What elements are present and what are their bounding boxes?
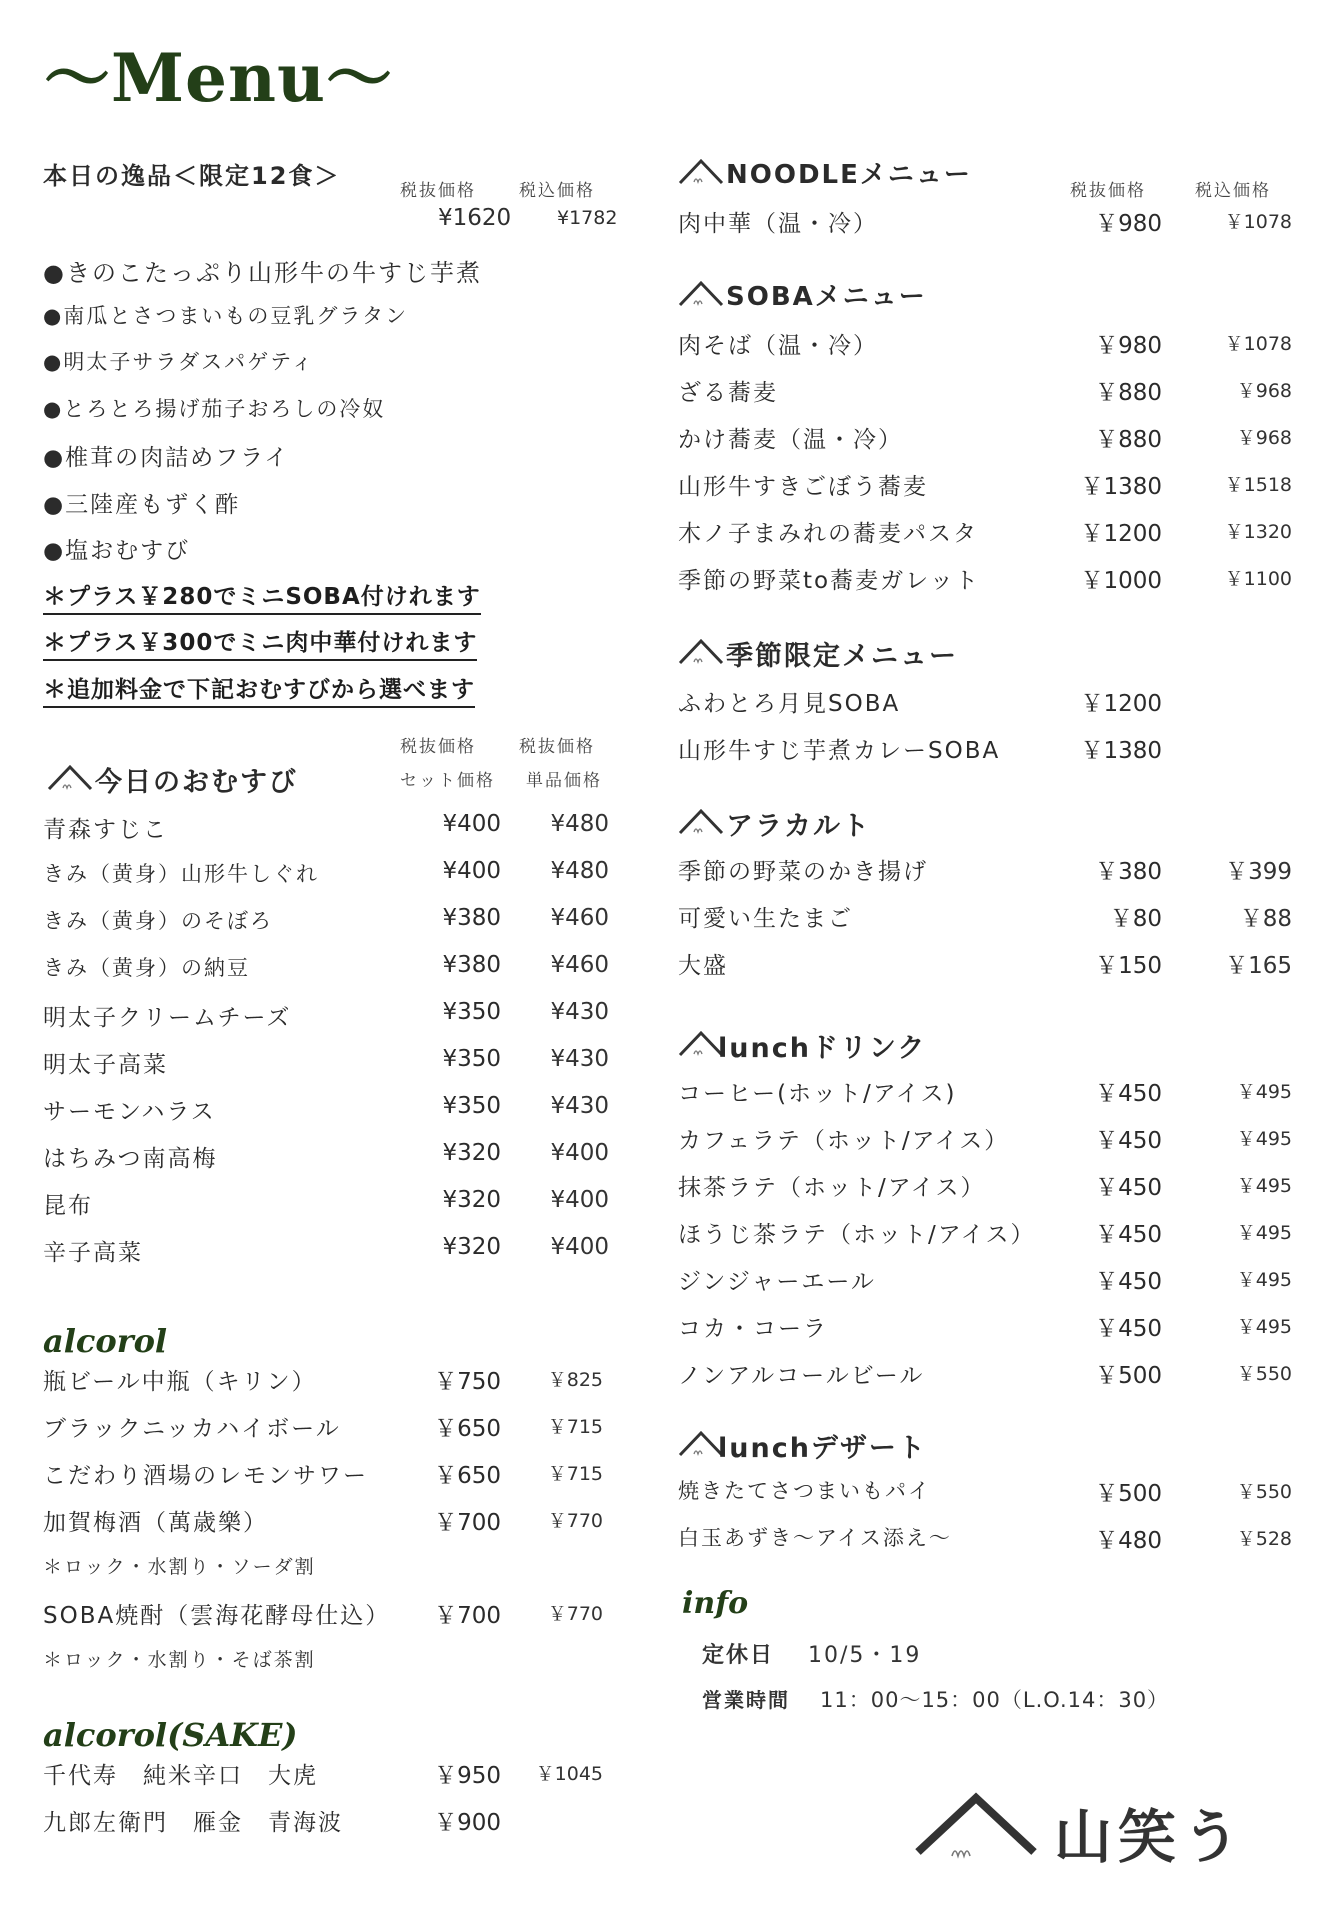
list-item [678,723,1298,770]
special-note [43,663,613,710]
noodle-title: NOODLEメニュー [726,160,972,190]
item-name: 季節の野菜のかき揚げ [678,859,928,885]
sake-list [43,1748,613,1842]
omusubi-header-top-2: 税抜価格 [519,737,595,757]
item-name: きみ（黄身）の納豆 [43,956,250,980]
list-item [678,938,1298,985]
info-title: info [682,1586,749,1621]
list-item [678,1513,1298,1560]
list-item [43,244,613,291]
item-name: ●明太子サラダスパゲティ [43,350,315,374]
list-item [43,1037,613,1084]
dessert-heading [678,1424,1078,1464]
drink-section [678,1024,1298,1389]
soba-heading [678,274,1078,314]
item-name: ふわとろ月見SOBA [678,691,901,717]
omusubi-list [43,802,613,1272]
item-name: ●きのこたっぷり山形牛の牛すじ芋煮 [43,259,482,287]
item-name: 山形牛すじ芋煮カレーSOBA [678,738,1001,764]
hours-row [702,1676,1302,1722]
list-item [678,412,1298,459]
list-item [678,459,1298,506]
alcohol-title: alcorol [43,1322,168,1360]
alcohol-note [43,1542,613,1588]
seasonal-section [678,632,1298,764]
hours-label: 営業時間 [702,1688,790,1712]
price-excluded: ￥1200 [1080,521,1162,547]
list-item [678,1301,1298,1348]
price-excluded: ￥1380 [1080,738,1162,764]
note-text: ＊プラス￥280でミニSOBA付けれます [43,578,481,615]
drink-heading [678,1024,1078,1064]
special-note [43,616,613,663]
special-item-list [43,244,613,709]
price-excluded: ￥150 [1095,953,1162,979]
mountain-icon [47,762,93,792]
hours-value: 11：00〜15：00（L.O.14：30） [820,1688,1170,1712]
item-name: ●南瓜とさつまいもの豆乳グラタン [43,303,409,328]
list-item [678,1113,1298,1160]
item-name: 明太子クリームチーズ [43,1005,292,1031]
note-text: ＊ロック・水割り・そば茶割 [43,1649,316,1671]
list-item [43,1795,613,1842]
noodle-header-included: 税込価格 [1195,181,1271,201]
price-included: ￥1100 [1224,568,1292,590]
list-item [43,1084,613,1131]
price-included: ￥550 [1236,1363,1292,1385]
price-excluded: ￥480 [1095,1528,1162,1554]
omusubi-header-bottom-1: セット価格 [400,771,495,791]
price-excluded: ￥650 [434,1463,501,1489]
sake-title: alcorol(SAKE) [43,1716,298,1754]
item-name: 抹茶ラテ（ホット/アイス） [678,1175,986,1201]
closed-days-value: 10/5・19 [808,1643,922,1668]
item-name: ブラックニッカハイボール [43,1416,341,1442]
alacarte-list [678,844,1298,985]
list-item [43,523,613,570]
price-excluded: ￥880 [1095,427,1162,453]
price-set: ¥350 [442,1046,501,1072]
soba-section [678,274,1298,594]
mountain-icon [678,636,724,666]
item-name: 瓶ビール中瓶（キリン） [43,1369,317,1395]
price-excluded: ￥500 [1095,1481,1162,1507]
item-name: 山形牛すきごぼう蕎麦 [678,474,928,500]
list-item [678,891,1298,938]
list-item [678,1207,1298,1254]
omusubi-heading [47,758,447,798]
shop-logo [912,1782,1272,1872]
page-title: 〜Menu〜 [44,39,394,117]
item-name: 焼きたてさつまいもパイ [678,1479,931,1503]
seasonal-title: 季節限定メニュー [726,641,958,672]
price-excluded: ￥450 [1095,1128,1162,1154]
alcohol-section [43,1322,613,1671]
item-name: 肉中華（温・冷） [678,211,878,237]
price-included: ￥495 [1236,1081,1292,1103]
price-included: ￥550 [1236,1481,1292,1503]
item-name: 千代寿 純米辛口 大虎 [43,1763,318,1789]
list-item [43,384,613,431]
price-excluded: ￥450 [1095,1175,1162,1201]
price-included: ￥495 [1236,1222,1292,1244]
price-included: ￥1045 [535,1763,603,1785]
item-name: 肉そば（温・冷） [678,333,878,359]
dessert-title: lunchデザート [718,1433,927,1464]
price-single: ¥460 [550,905,609,931]
item-name: きみ（黄身）のそぼろ [43,909,273,933]
item-name: 季節の野菜to蕎麦ガレット [678,568,980,594]
list-item [43,337,613,384]
price-set: ¥350 [442,1093,501,1119]
list-item [678,1254,1298,1301]
list-item [43,1748,613,1795]
note-text: ＊ロック・水割り・ソーダ割 [43,1556,316,1578]
list-item [678,506,1298,553]
info-list [702,1630,1302,1722]
logo-text: 山笑う [1054,1803,1247,1871]
price-set: ¥380 [442,952,501,978]
price-excluded: ￥500 [1095,1363,1162,1389]
item-name: コーヒー(ホット/アイス) [678,1081,957,1107]
price-excluded: ￥450 [1095,1081,1162,1107]
special-price-included: ¥1782 [557,207,618,229]
soba-title: SOBAメニュー [726,282,927,312]
mountain-icon [678,278,724,308]
mountain-icon [678,156,724,186]
noodle-list [678,196,1298,243]
sake-section [43,1716,613,1836]
alcohol-note [43,1635,613,1681]
price-set: ¥400 [442,811,501,837]
price-set: ¥350 [442,999,501,1025]
list-item [43,1588,613,1635]
price-excluded: ￥380 [1095,859,1162,885]
price-excluded: ￥980 [1095,211,1162,237]
price-included: ￥495 [1236,1128,1292,1150]
price-excluded: ￥1000 [1080,568,1162,594]
alacarte-section [678,802,1298,979]
omusubi-header-top-1: 税抜価格 [400,737,476,757]
price-included: ￥968 [1236,427,1292,449]
item-name: 白玉あずき〜アイス添え〜 [678,1526,952,1550]
price-set: ¥320 [442,1140,501,1166]
closed-days-label: 定休日 [702,1643,775,1668]
list-item [678,1466,1298,1513]
list-item [678,196,1298,243]
price-single: ¥430 [550,1093,609,1119]
price-set: ¥380 [442,905,501,931]
noodle-heading [678,152,1078,192]
drink-title: lunchドリンク [718,1033,927,1064]
price-excluded: ￥650 [434,1416,501,1442]
noodle-header-excluded: 税抜価格 [1070,181,1146,201]
alacarte-heading [678,802,1078,842]
special-note [43,570,613,617]
price-excluded: ￥700 [434,1510,501,1536]
list-item [678,844,1298,891]
list-item [43,430,613,477]
item-name: 九郎左衛門 雁金 青海波 [43,1810,343,1836]
price-included: ￥715 [547,1416,603,1438]
noodle-section [678,152,1298,237]
note-text: ＊プラス￥300でミニ肉中華付けれます [43,624,477,661]
price-included: ￥1078 [1224,333,1292,355]
item-name: SOBA焼酎（雲海花酵母仕込） [43,1603,391,1629]
price-single: ¥430 [550,999,609,1025]
closed-days-row [702,1630,1302,1676]
price-excluded: ￥1380 [1080,474,1162,500]
price-included: ￥770 [547,1510,603,1532]
list-item [43,1131,613,1178]
price-included: ￥528 [1236,1528,1292,1550]
mountain-icon [678,806,724,836]
item-name: 大盛 [678,953,728,979]
price-excluded: ￥700 [434,1603,501,1629]
price-excluded: ￥450 [1095,1316,1162,1342]
price-set: ¥320 [442,1234,501,1260]
price-excluded: ￥450 [1095,1222,1162,1248]
price-included: ￥968 [1236,380,1292,402]
special-title: 本日の逸品＜限定12食＞ [43,162,341,190]
dessert-list [678,1466,1298,1560]
price-included: ￥495 [1236,1316,1292,1338]
item-name: サーモンハラス [43,1099,216,1125]
list-item [43,943,613,990]
drink-list [678,1066,1298,1395]
list-item [43,802,613,849]
price-single: ¥480 [550,811,609,837]
item-name: ジンジャーエール [678,1269,876,1295]
list-item [43,291,613,338]
price-set: ¥320 [442,1187,501,1213]
header-tax-included: 税込価格 [519,181,595,201]
item-name: 昆布 [43,1193,93,1219]
seasonal-list [678,676,1298,770]
item-name: 青森すじこ [43,817,168,843]
item-name: 辛子高菜 [43,1240,143,1266]
list-item [43,477,613,524]
item-name: ●三陸産もずく酢 [43,491,241,518]
price-included: ￥1518 [1224,474,1292,496]
price-single: ¥430 [550,1046,609,1072]
item-name: かけ蕎麦（温・冷） [678,427,903,453]
dessert-section [678,1424,1298,1554]
price-excluded: ￥900 [434,1810,501,1836]
price-single: ¥460 [550,952,609,978]
item-name: ざる蕎麦 [678,380,778,406]
price-included: ￥495 [1236,1269,1292,1291]
item-name: カフェラテ（ホット/アイス） [678,1128,1010,1154]
omusubi-title: 今日のおむすび [95,767,298,798]
item-name: きみ（黄身）山形牛しぐれ [43,862,319,886]
list-item [43,896,613,943]
list-item [678,676,1298,723]
price-included: ￥825 [547,1369,603,1391]
item-name: 可愛い生たまご [678,906,853,932]
item-name: こだわり酒場のレモンサワー [43,1463,368,1489]
list-item [678,1348,1298,1395]
price-included: ￥770 [547,1603,603,1625]
list-item [43,1495,613,1542]
note-text: ＊追加料金で下記おむすびから選べます [43,671,475,708]
price-excluded: ￥450 [1095,1269,1162,1295]
item-name: 木ノ子まみれの蕎麦パスタ [678,521,978,547]
list-item [43,1401,613,1448]
alcohol-list [43,1354,613,1681]
soba-list [678,318,1298,600]
item-name: ノンアルコールビール [678,1363,925,1389]
seasonal-heading [678,632,1078,672]
price-included: ￥495 [1236,1175,1292,1197]
price-excluded: ￥750 [434,1369,501,1395]
list-item [678,365,1298,412]
item-name: ほうじ茶ラテ（ホット/アイス） [678,1222,1036,1248]
item-name: ●塩おむすび [43,538,191,564]
price-included: ￥88 [1239,906,1292,932]
header-tax-excluded: 税抜価格 [400,181,476,201]
price-excluded: ￥950 [434,1763,501,1789]
price-excluded: ￥1200 [1080,691,1162,717]
logo-mountain-icon [912,1788,1042,1868]
omusubi-header-bottom-2: 単品価格 [526,771,602,791]
list-item [43,1354,613,1401]
price-single: ¥480 [550,858,609,884]
price-included: ￥715 [547,1463,603,1485]
price-set: ¥400 [442,858,501,884]
price-included: ￥399 [1225,859,1292,885]
price-single: ¥400 [550,1140,609,1166]
item-name: 明太子高菜 [43,1052,168,1078]
price-excluded: ￥880 [1095,380,1162,406]
price-excluded: ￥980 [1095,333,1162,359]
list-item [678,553,1298,600]
list-item [678,318,1298,365]
special-price-excluded: ¥1620 [438,205,512,231]
price-excluded: ￥80 [1109,906,1162,932]
list-item [43,1448,613,1495]
list-item [678,1066,1298,1113]
price-single: ¥400 [550,1234,609,1260]
list-item [43,1225,613,1272]
price-included: ￥165 [1225,953,1292,979]
alacarte-title: アラカルト [726,811,871,842]
list-item [43,849,613,896]
item-name: ●とろとろ揚げ茄子おろしの冷奴 [43,396,386,421]
price-included: ￥1078 [1224,211,1292,233]
price-included: ￥1320 [1224,521,1292,543]
list-item [43,1178,613,1225]
list-item [43,990,613,1037]
item-name: はちみつ南高梅 [43,1146,218,1172]
item-name: ●椎茸の肉詰めフライ [43,445,290,471]
list-item [678,1160,1298,1207]
item-name: 加賀梅酒（萬歳樂） [43,1510,268,1536]
price-single: ¥400 [550,1187,609,1213]
item-name: コカ・コーラ [678,1316,828,1342]
